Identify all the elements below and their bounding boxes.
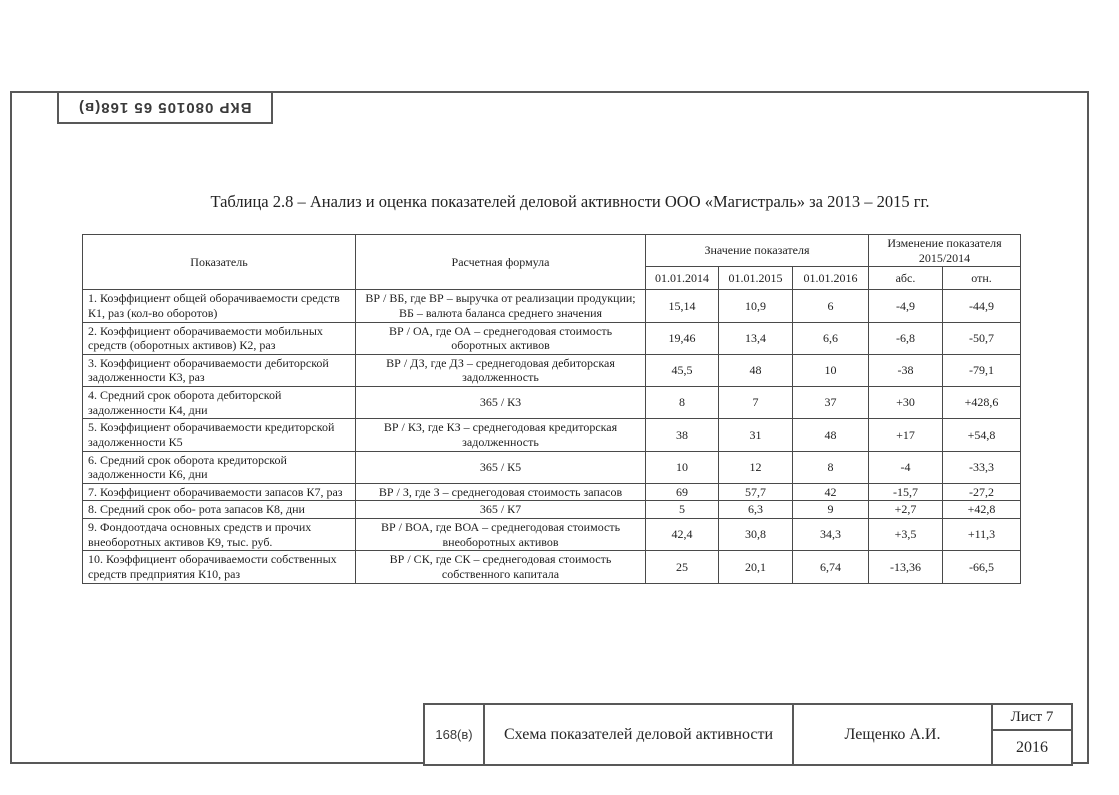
table-row bbox=[83, 354, 1021, 386]
value-2016-cell: 42 bbox=[793, 483, 869, 501]
indicator-cell: 2. Коэффициент оборачиваемости мобильных средств (оборотных активов) К2, раз bbox=[83, 322, 356, 354]
value-2015-cell: 48 bbox=[719, 354, 793, 386]
formula-cell: 365 / К7 bbox=[356, 501, 646, 519]
document-code-stamp-box bbox=[57, 91, 273, 124]
rel-change-cell: -50,7 bbox=[943, 322, 1021, 354]
formula-cell: ВР / ДЗ, где ДЗ – среднегодовая дебиторская задолженность bbox=[356, 354, 646, 386]
value-2015-cell: 6,3 bbox=[719, 501, 793, 519]
rel-change-cell: -66,5 bbox=[943, 551, 1021, 583]
abs-change-cell: -4,9 bbox=[869, 290, 943, 322]
value-2015-cell: 57,7 bbox=[719, 483, 793, 501]
table-row bbox=[83, 451, 1021, 483]
rel-change-cell: +11,3 bbox=[943, 519, 1021, 551]
header-change-group: Изменение показателя 2015/2014 bbox=[869, 235, 1021, 267]
value-2014-cell: 15,14 bbox=[646, 290, 719, 322]
value-2015-cell: 20,1 bbox=[719, 551, 793, 583]
abs-change-cell: +2,7 bbox=[869, 501, 943, 519]
value-2016-cell: 48 bbox=[793, 419, 869, 451]
value-2014-cell: 19,46 bbox=[646, 322, 719, 354]
abs-change-cell: +30 bbox=[869, 387, 943, 419]
value-2016-cell: 6 bbox=[793, 290, 869, 322]
table-row bbox=[83, 519, 1021, 551]
formula-cell: ВР / ОА, где ОА – среднегодовая стоимость оборотных активов bbox=[356, 322, 646, 354]
value-2014-cell: 5 bbox=[646, 501, 719, 519]
indicator-cell: 6. Средний срок оборота кредиторской задолженности К6, дни bbox=[83, 451, 356, 483]
table-row bbox=[83, 387, 1021, 419]
value-2014-cell: 10 bbox=[646, 451, 719, 483]
value-2016-cell: 10 bbox=[793, 354, 869, 386]
header-date-2015: 01.01.2015 bbox=[719, 267, 793, 290]
value-2014-cell: 45,5 bbox=[646, 354, 719, 386]
title-block-author: Лещенко А.И. bbox=[793, 704, 992, 765]
table-row bbox=[83, 419, 1021, 451]
document-code-stamp-text: ВКР 080105 65 168(в) bbox=[78, 99, 252, 116]
indicator-cell: 10. Коэффициент оборачиваемости собственных средств предприятия К10, раз bbox=[83, 551, 356, 583]
value-2014-cell: 42,4 bbox=[646, 519, 719, 551]
table-row bbox=[83, 551, 1021, 583]
formula-cell: ВР / З, где З – среднегодовая стоимость запасов bbox=[356, 483, 646, 501]
abs-change-cell: -4 bbox=[869, 451, 943, 483]
header-formula: Расчетная формула bbox=[356, 235, 646, 290]
header-abs: абс. bbox=[869, 267, 943, 290]
title-block bbox=[423, 703, 1073, 766]
value-2014-cell: 69 bbox=[646, 483, 719, 501]
rel-change-cell: -27,2 bbox=[943, 483, 1021, 501]
title-block-drawing-title: Схема показателей деловой активности bbox=[484, 704, 793, 765]
rel-change-cell: +428,6 bbox=[943, 387, 1021, 419]
abs-change-cell: -6,8 bbox=[869, 322, 943, 354]
table-body bbox=[83, 290, 1021, 583]
header-indicator: Показатель bbox=[83, 235, 356, 290]
rel-change-cell: +54,8 bbox=[943, 419, 1021, 451]
value-2016-cell: 8 bbox=[793, 451, 869, 483]
indicator-cell: 5. Коэффициент оборачиваемости кредиторской задолженности К5 bbox=[83, 419, 356, 451]
abs-change-cell: +3,5 bbox=[869, 519, 943, 551]
value-2015-cell: 12 bbox=[719, 451, 793, 483]
value-2016-cell: 9 bbox=[793, 501, 869, 519]
value-2016-cell: 6,6 bbox=[793, 322, 869, 354]
value-2015-cell: 13,4 bbox=[719, 322, 793, 354]
abs-change-cell: -15,7 bbox=[869, 483, 943, 501]
value-2015-cell: 31 bbox=[719, 419, 793, 451]
value-2016-cell: 34,3 bbox=[793, 519, 869, 551]
rel-change-cell: -79,1 bbox=[943, 354, 1021, 386]
header-value-group: Значение показателя bbox=[646, 235, 869, 267]
header-date-2016: 01.01.2016 bbox=[793, 267, 869, 290]
value-2014-cell: 38 bbox=[646, 419, 719, 451]
value-2016-cell: 37 bbox=[793, 387, 869, 419]
table-row bbox=[83, 483, 1021, 501]
indicator-cell: 9. Фондоотдача основных средств и прочих внеоборотных активов К9, тыс. руб. bbox=[83, 519, 356, 551]
formula-cell: 365 / К3 bbox=[356, 387, 646, 419]
rel-change-cell: -44,9 bbox=[943, 290, 1021, 322]
formula-cell: ВР / КЗ, где КЗ – среднегодовая кредиторская задолженность bbox=[356, 419, 646, 451]
value-2016-cell: 6,74 bbox=[793, 551, 869, 583]
formula-cell: ВР / СК, где СК – среднегодовая стоимость собственного капитала bbox=[356, 551, 646, 583]
formula-cell: ВР / ВОА, где ВОА – среднегодовая стоимость внеоборотных активов bbox=[356, 519, 646, 551]
abs-change-cell: -38 bbox=[869, 354, 943, 386]
value-2015-cell: 10,9 bbox=[719, 290, 793, 322]
indicator-cell: 3. Коэффициент оборачиваемости дебиторской задолженности К3, раз bbox=[83, 354, 356, 386]
title-block-year: 2016 bbox=[992, 730, 1072, 765]
formula-cell: ВР / ВБ, где ВР – выручка от реализации продукции; ВБ – валюта баланса среднего значения bbox=[356, 290, 646, 322]
indicator-cell: 4. Средний срок оборота дебиторской задолженности К4, дни bbox=[83, 387, 356, 419]
value-2015-cell: 30,8 bbox=[719, 519, 793, 551]
rel-change-cell: -33,3 bbox=[943, 451, 1021, 483]
indicator-cell: 1. Коэффициент общей оборачиваемости средств К1, раз (кол-во оборотов) bbox=[83, 290, 356, 322]
title-block-code: 168(в) bbox=[424, 704, 484, 765]
header-rel: отн. bbox=[943, 267, 1021, 290]
table-row bbox=[83, 501, 1021, 519]
value-2015-cell: 7 bbox=[719, 387, 793, 419]
rel-change-cell: +42,8 bbox=[943, 501, 1021, 519]
value-2014-cell: 25 bbox=[646, 551, 719, 583]
indicator-cell: 7. Коэффициент оборачиваемости запасов К7, раз bbox=[83, 483, 356, 501]
business-activity-table bbox=[82, 234, 1021, 584]
indicator-cell: 8. Средний срок обо- рота запасов К8, дни bbox=[83, 501, 356, 519]
value-2014-cell: 8 bbox=[646, 387, 719, 419]
title-block-sheet: Лист 7 bbox=[992, 704, 1072, 730]
formula-cell: 365 / К5 bbox=[356, 451, 646, 483]
header-date-2014: 01.01.2014 bbox=[646, 267, 719, 290]
table-row bbox=[83, 322, 1021, 354]
abs-change-cell: +17 bbox=[869, 419, 943, 451]
table-row bbox=[83, 290, 1021, 322]
abs-change-cell: -13,36 bbox=[869, 551, 943, 583]
table-caption: Таблица 2.8 – Анализ и оценка показателей деловой активности ООО «Магистраль» за 2013 – 2015 гг. bbox=[210, 192, 930, 211]
